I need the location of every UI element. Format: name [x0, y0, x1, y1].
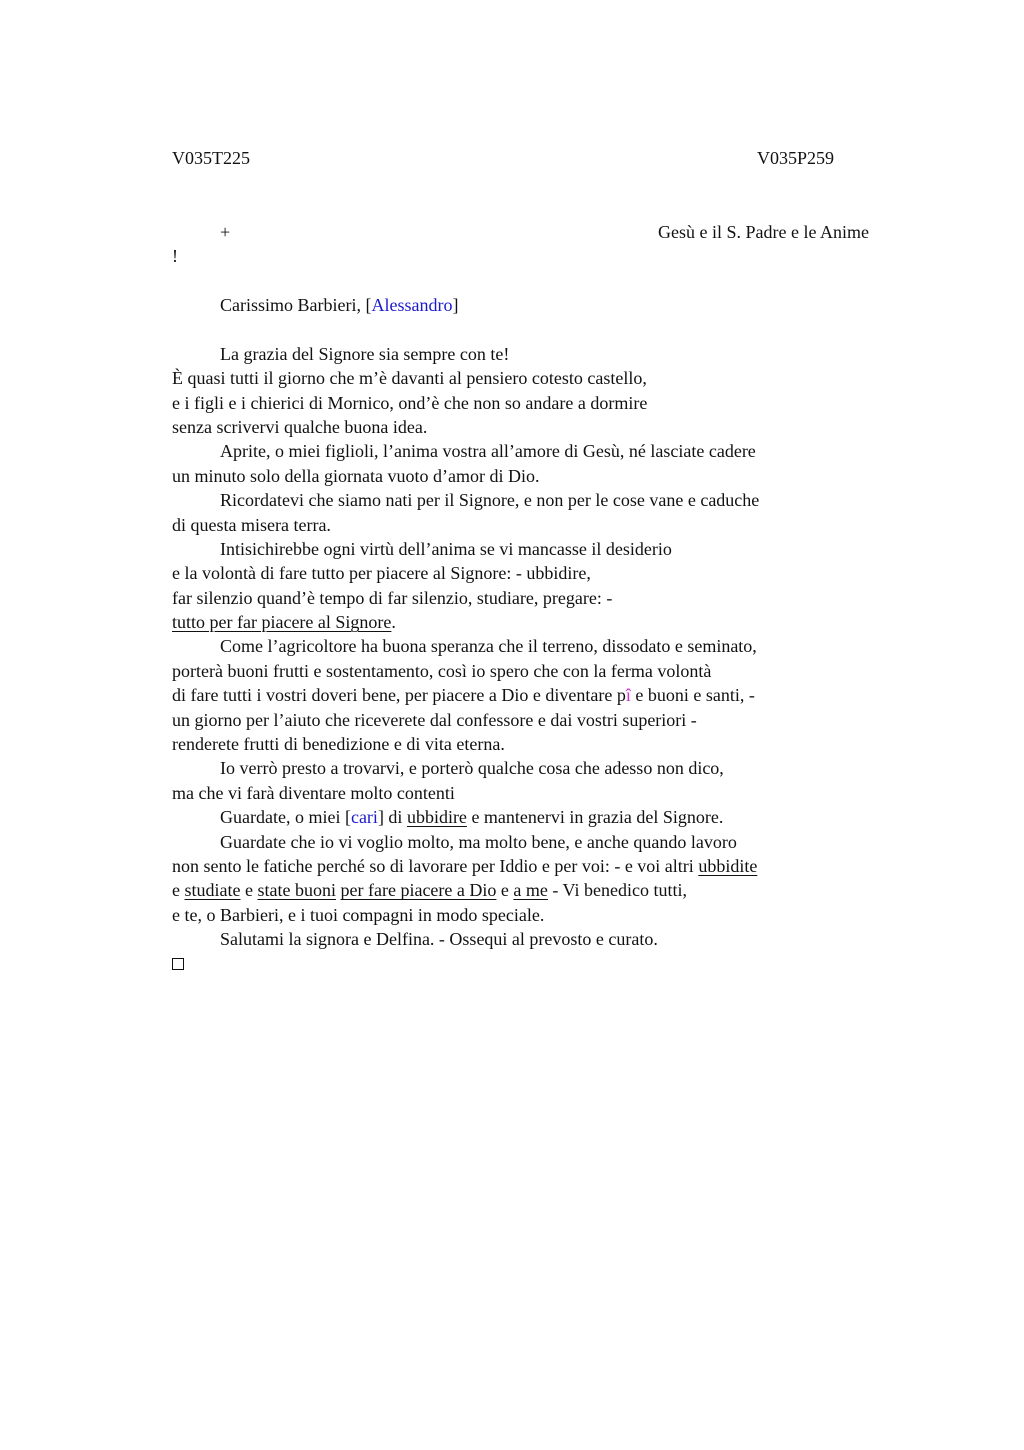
letter-line: e studiate e state buoni per fare piacere a Dio e a me - Vi benedico tutti,	[172, 880, 687, 901]
letter-line: È quasi tutti il giorno che m’è davanti al pensiero cotesto castello,	[172, 368, 647, 389]
end-box-icon	[172, 958, 184, 970]
underlined-phrase: ubbidite	[698, 855, 758, 876]
underlined-phrase: ubbidire	[406, 807, 467, 828]
letter-line: Guardate che io vi voglio molto, ma molto bene, e anche quando lavoro	[220, 831, 737, 852]
paragraph-gap	[172, 317, 932, 341]
letter-line: Intisichirebbe ogni virtù dell’anima se vi mancasse il desiderio	[220, 538, 672, 559]
letter-line: Io verrò presto a trovarvi, e porterò qualche cosa che adesso non dico,	[220, 758, 724, 779]
letter-line: un giorno per l’aiuto che riceverete dal confessore e dai vostri superiori -	[172, 709, 697, 730]
letter-line: ma che vi farà diventare molto contenti	[172, 782, 455, 803]
dedication-heading: Gesù e il S. Padre e le Anime	[658, 222, 869, 242]
salutation: Carissimo Barbieri, [Alessandro]	[220, 295, 459, 315]
letter-line: di fare tutti i vostri doveri bene, per piacere a Dio e diventare pî e buoni e santi, -	[172, 685, 755, 706]
letter-line: senza scrivervi qualche buona idea.	[172, 416, 428, 437]
letter-line: e i figli e i chierici di Mornico, ond’è che non so andare a dormire	[172, 392, 648, 413]
letter-line: porterà buoni frutti e sostentamento, così io spero che con la ferma volontà	[172, 660, 712, 681]
letter-line: renderete frutti di benedizione e di vita eterna.	[172, 734, 505, 755]
letter-line: non sento le fatiche perché so di lavorare per Iddio e per voi: - e voi altri ubbidite	[172, 855, 758, 876]
letter-line: Aprite, o miei figlioli, l’anima vostra all’amore di Gesù, né lasciate cadere	[220, 441, 756, 462]
letter-line: di questa misera terra.	[172, 514, 331, 535]
underlined-phrase: studiate	[184, 880, 241, 901]
letter-line: un minuto solo della giornata vuoto d’amor di Dio.	[172, 465, 540, 486]
letter-line: tutto per far piacere al Signore.	[172, 612, 396, 633]
editorial-insertion: cari	[350, 807, 378, 828]
recipient-name: Alessandro	[371, 295, 453, 315]
letter-line: Salutami la signora e Delfina. - Ossequi al prevosto e curato.	[220, 929, 658, 950]
letter-body	[172, 293, 932, 976]
underlined-phrase: state buoni	[257, 880, 336, 901]
underlined-phrase: per fare piacere a Dio	[340, 880, 497, 901]
underlined-phrase: tutto per far piacere al Signore	[172, 612, 392, 633]
letter-line: Ricordatevi che siamo nati per il Signore, e non per le cose vane e caduche	[220, 490, 760, 511]
letter-line: Come l’agricoltore ha buona speranza che il terreno, dissodato e seminato,	[220, 636, 757, 657]
underlined-phrase: a me	[513, 880, 548, 901]
end-marker-line	[172, 952, 932, 976]
exclamation-mark: !	[172, 246, 178, 266]
reference-code-left: V035T225	[172, 148, 250, 168]
reference-code-right: V035P259	[757, 148, 835, 168]
letter-line: e la volontà di fare tutto per piacere al Signore: - ubbidire,	[172, 563, 591, 584]
cross-mark: +	[220, 222, 231, 242]
letter-line: La grazia del Signore sia sempre con te!	[220, 343, 510, 364]
letter-line: far silenzio quand’è tempo di far silenzio, studiare, pregare: -	[172, 587, 613, 608]
corrected-character: î	[625, 685, 631, 706]
letter-line: e te, o Barbieri, e i tuoi compagni in modo speciale.	[172, 904, 545, 925]
letter-line: Guardate, o miei [cari] di ubbidire e mantenervi in grazia del Signore.	[220, 807, 724, 828]
